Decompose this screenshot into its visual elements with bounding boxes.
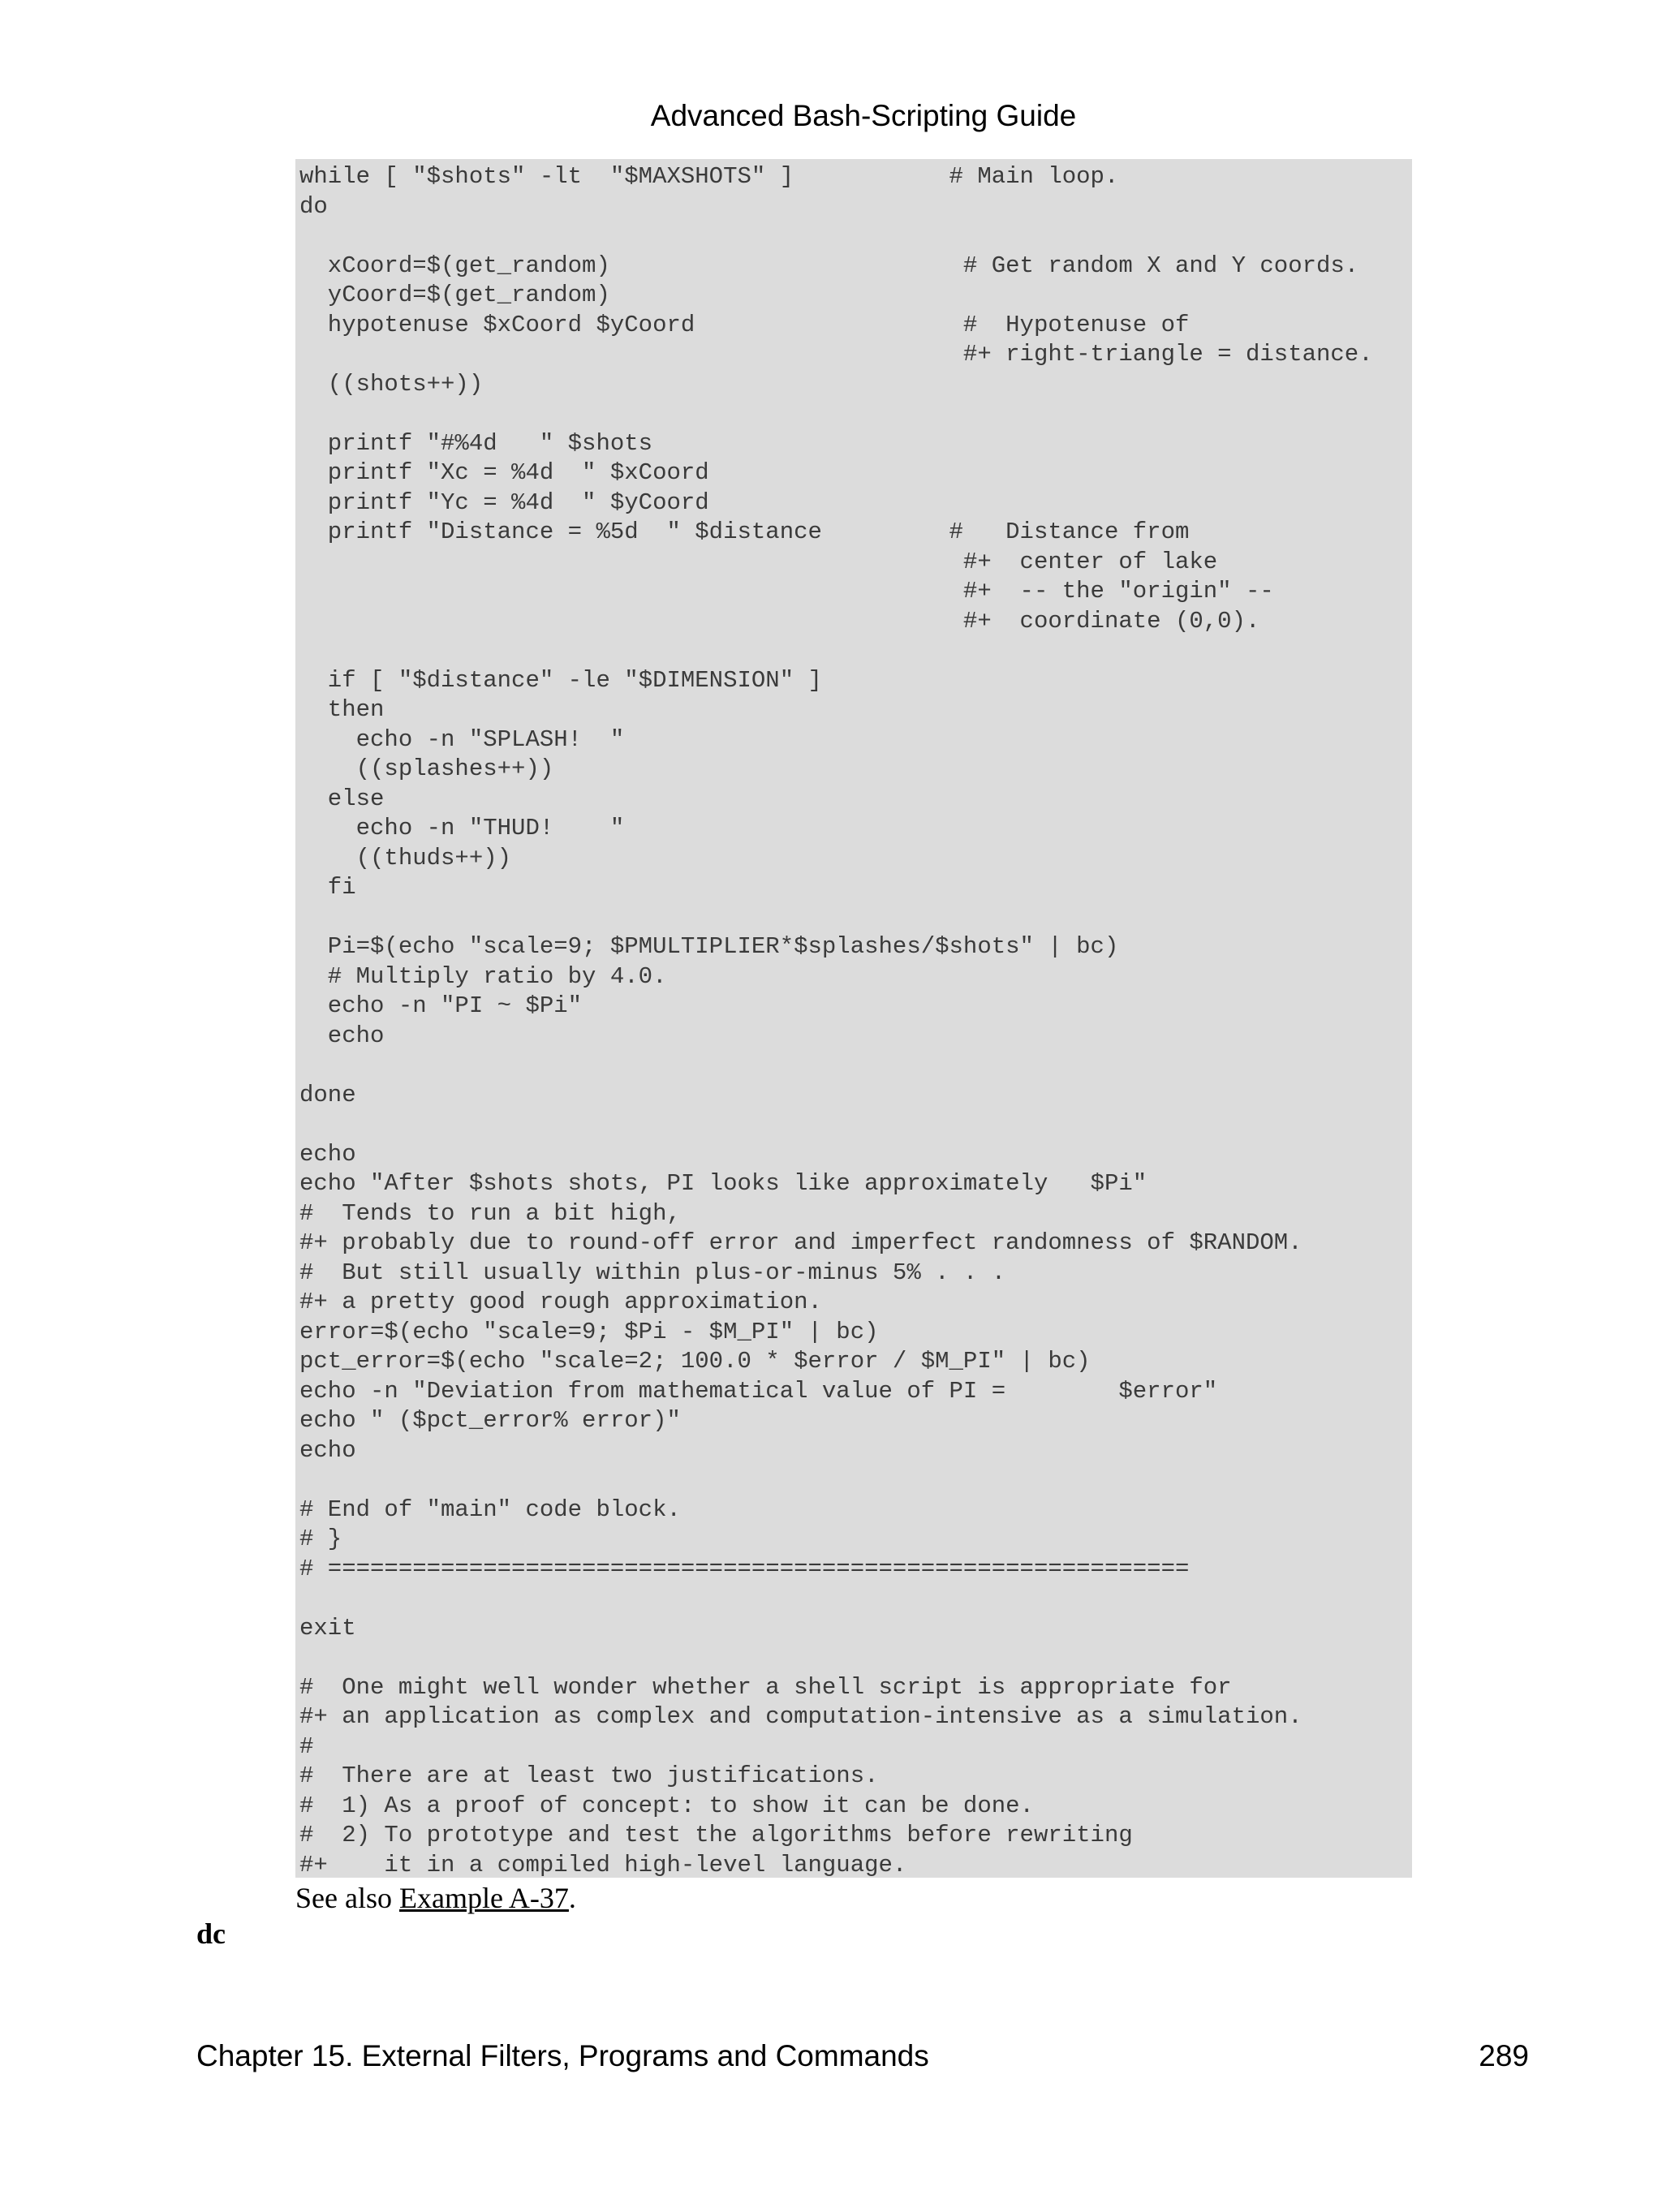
- see-also-paragraph: [295, 1881, 576, 1915]
- code-line: echo -n "THUD! ": [299, 815, 625, 841]
- entry-term-dc: dc: [196, 1917, 226, 1950]
- code-line: printf "Distance = %5d " $distance # Distance from: [299, 519, 1190, 545]
- code-line: xCoord=$(get_random) # Get random X and Y coords.: [299, 252, 1359, 279]
- code-line: #+ an application as complex and computation-intensive as a simulation.: [299, 1703, 1302, 1730]
- code-line: echo: [299, 1140, 356, 1168]
- code-line: do: [299, 192, 328, 220]
- code-line: #+ a pretty good rough approximation.: [299, 1289, 822, 1315]
- see-also-prefix: See also: [295, 1882, 399, 1914]
- code-line: # There are at least two justifications.: [299, 1762, 879, 1789]
- example-a37-link[interactable]: Example A-37: [398, 1882, 569, 1914]
- code-line: hypotenuse $xCoord $yCoord # Hypotenuse of: [299, 311, 1190, 338]
- code-lines: [299, 162, 1412, 1878]
- code-line: #+ center of lake: [299, 548, 1218, 575]
- code-line: #+ probably due to round-off error and imperfect randomness of $RANDOM.: [299, 1229, 1302, 1256]
- code-line: echo: [299, 1436, 356, 1464]
- code-line: ((shots++)): [299, 370, 484, 398]
- footer-chapter-title: Chapter 15. External Filters, Programs and Commands: [196, 2039, 929, 2072]
- code-line: echo -n "SPLASH! ": [299, 725, 625, 753]
- code-line: echo -n "PI ~ $Pi": [299, 992, 583, 1019]
- page-header: Advanced Bash-Scripting Guide: [650, 99, 1077, 132]
- code-line: pct_error=$(echo "scale=2; 100.0 * $error / $M_PI" | bc): [299, 1348, 1091, 1375]
- code-line: printf "#%4d " $shots: [299, 429, 653, 457]
- code-line: [299, 1110, 1412, 1140]
- code-line: [299, 1643, 1412, 1673]
- code-line: [299, 1051, 1412, 1081]
- code-line: [299, 1465, 1412, 1495]
- code-line: #+ it in a compiled high-level language.: [299, 1851, 907, 1878]
- code-line: # 2) To prototype and test the algorithms before rewriting: [299, 1822, 1133, 1848]
- code-line: while [ "$shots" -lt "$MAXSHOTS" ] # Main loop.: [299, 163, 1119, 190]
- code-line: then: [299, 696, 385, 723]
- code-line: #+ right-triangle = distance.: [299, 341, 1373, 368]
- code-line: echo " ($pct_error% error)": [299, 1407, 681, 1434]
- code-line: [299, 399, 1412, 429]
- see-also-suffix: .: [568, 1882, 576, 1914]
- code-line: # =============================================================: [299, 1555, 1190, 1582]
- code-line: [299, 222, 1412, 252]
- code-line: #+ coordinate (0,0).: [299, 607, 1260, 635]
- code-block: [295, 159, 1412, 1878]
- code-line: echo "After $shots shots, PI looks like approximately $Pi": [299, 1170, 1147, 1197]
- code-line: # Tends to run a bit high,: [299, 1199, 681, 1227]
- code-line: [299, 636, 1412, 666]
- code-line: #: [299, 1732, 314, 1760]
- code-line: [299, 903, 1412, 933]
- code-line: # But still usually within plus-or-minus 5% . . .: [299, 1259, 1006, 1286]
- code-line: exit: [299, 1614, 356, 1642]
- code-line: [299, 1584, 1412, 1614]
- code-line: # One might well wonder whether a shell script is appropriate for: [299, 1673, 1232, 1701]
- code-line: ((splashes++)): [299, 755, 554, 782]
- code-line: printf "Yc = %4d " $yCoord: [299, 488, 709, 516]
- code-line: #+ -- the "origin" --: [299, 578, 1274, 605]
- code-line: # End of "main" code block.: [299, 1495, 681, 1523]
- code-line: echo -n "Deviation from mathematical value of PI = $error": [299, 1377, 1218, 1405]
- code-line: else: [299, 785, 385, 812]
- code-line: yCoord=$(get_random): [299, 282, 610, 308]
- code-line: # }: [299, 1526, 342, 1552]
- footer-page-number: 289: [1479, 2039, 1529, 2072]
- code-line: # 1) As a proof of concept: to show it can be done.: [299, 1792, 1034, 1819]
- code-line: # Multiply ratio by 4.0.: [299, 962, 667, 990]
- code-line: if [ "$distance" -le "$DIMENSION" ]: [299, 666, 822, 694]
- code-line: fi: [299, 874, 356, 901]
- code-line: ((thuds++)): [299, 844, 512, 871]
- code-line: Pi=$(echo "scale=9; $PMULTIPLIER*$splashes/$shots" | bc): [299, 933, 1119, 960]
- code-line: done: [299, 1081, 356, 1108]
- code-line: printf "Xc = %4d " $xCoord: [299, 459, 709, 486]
- code-line: echo: [299, 1022, 385, 1049]
- code-line: error=$(echo "scale=9; $Pi - $M_PI" | bc): [299, 1318, 879, 1345]
